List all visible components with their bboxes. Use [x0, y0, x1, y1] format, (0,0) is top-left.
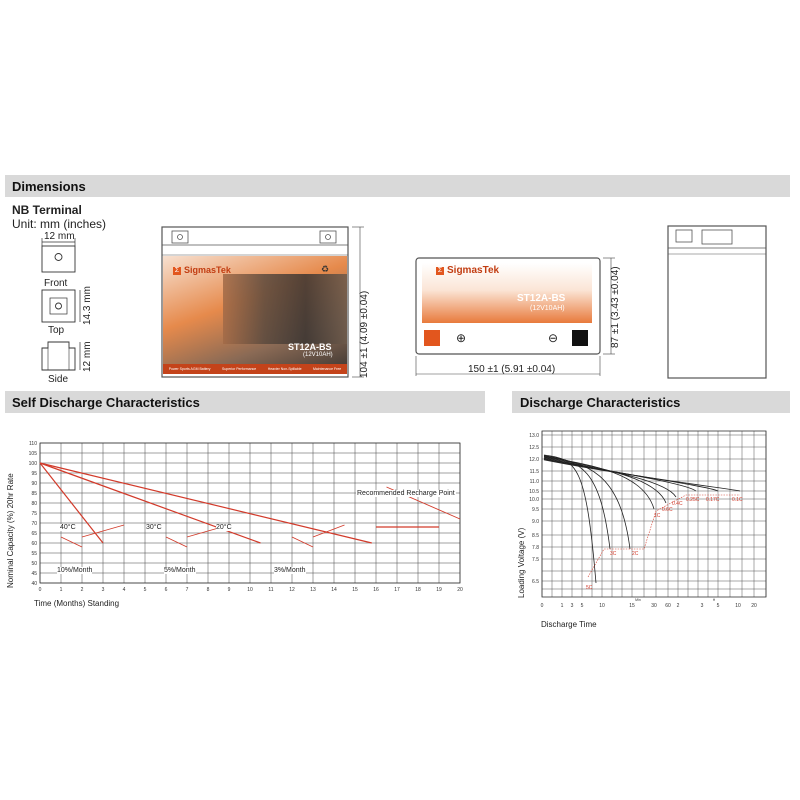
- rate-label-3: 3%/Month: [274, 567, 306, 574]
- x-tick-label: 0: [540, 603, 544, 609]
- rate-label: 0.25C: [686, 497, 700, 503]
- sigma-logo-icon: Σ: [174, 267, 180, 274]
- y-tick-label: 85: [31, 491, 37, 497]
- y-tick-label: 70: [31, 521, 37, 527]
- battery-brand: SigmasTek: [184, 265, 231, 275]
- y-tick-label: 45: [31, 571, 37, 577]
- x-tick-label: 10: [735, 603, 741, 609]
- battery-footer-strip: [163, 364, 347, 374]
- x-tick-label: 1: [59, 587, 63, 593]
- rate-label-10: 10%/Month: [57, 567, 93, 574]
- y-tick-label: 55: [31, 551, 37, 557]
- rate-label: 1C: [654, 513, 661, 519]
- series-curve: [544, 457, 654, 509]
- recommend-label: Recommended Recharge Point: [357, 490, 455, 497]
- rate-label: 3C: [610, 551, 617, 557]
- dimensions-header-bar: [5, 175, 790, 197]
- self-discharge-chart: [14, 435, 474, 600]
- x-tick-label: 14: [331, 587, 337, 593]
- dimensions-heading: Dimensions: [12, 179, 86, 194]
- y-tick-label: 10.0: [529, 497, 539, 503]
- y-tick-label: 65: [31, 531, 37, 537]
- x-tick-label: 15: [352, 587, 358, 593]
- y-tick-label: 13.0: [529, 433, 539, 439]
- x-tick-label: 30: [651, 603, 657, 609]
- side-height-label: 12 mm: [82, 341, 93, 372]
- x-tick-label: 5: [143, 587, 147, 593]
- self-discharge-heading: Self Discharge Characteristics: [12, 395, 200, 410]
- rate-label: 2C: [632, 551, 639, 557]
- x-unit-label: Min: [635, 598, 641, 602]
- x-tick-label: 18: [415, 587, 421, 593]
- x-tick-label: 17: [394, 587, 400, 593]
- x-tick-label: 20: [457, 587, 463, 593]
- discharge-chart: [526, 425, 776, 621]
- footer-item: Maintenance Free: [313, 367, 342, 371]
- battery-model-top: ST12A-BS: [517, 293, 566, 304]
- unit-label: Unit: mm (inches): [12, 217, 107, 231]
- discharge-chart-xlabel: Discharge Time: [541, 620, 597, 629]
- top-label: Top: [48, 325, 65, 336]
- x-tick-label: 13: [310, 587, 316, 593]
- temp-label-20: 20°C: [216, 524, 232, 531]
- y-tick-label: 11.0: [529, 479, 539, 485]
- footer-item: Superior Performance: [222, 367, 257, 371]
- x-tick-label: 0: [38, 587, 42, 593]
- x-tick-label: 19: [436, 587, 442, 593]
- x-tick-label: 15: [629, 603, 635, 609]
- y-tick-label: 12.0: [529, 457, 539, 463]
- temp-label-30: 30°C: [146, 524, 162, 531]
- y-tick-label: 12.5: [529, 445, 539, 451]
- height-dimension-label: 104 ±1 (4.09 ±0.04): [359, 290, 370, 378]
- self-chart-ylabel: Nominal Capacity (%) 20hr Rate: [6, 473, 15, 588]
- discharge-heading: Discharge Characteristics: [520, 395, 681, 410]
- recycle-icon: ♻: [321, 264, 330, 274]
- battery-spec-top: (12V10AH): [530, 305, 565, 312]
- y-tick-label: 110: [29, 441, 37, 447]
- x-tick-label: 3: [700, 603, 704, 609]
- x-tick-label: 11: [268, 587, 274, 593]
- depth-dimension-label: 87 ±1 (3.43 ±0.04): [610, 266, 621, 348]
- x-tick-label: 4: [122, 587, 126, 593]
- y-tick-label: 7.8: [532, 545, 539, 551]
- side-label: Side: [48, 374, 69, 385]
- battery-front-label: [163, 256, 347, 374]
- x-unit-label: H: [712, 598, 716, 602]
- width-dimension-label: 150 ±1 (5.91 ±0.04): [468, 364, 556, 375]
- battery-brand-top: SigmasTek: [447, 265, 500, 276]
- footer-item: Power Sports AGM Battery: [168, 367, 211, 371]
- terminal-title: NB Terminal: [12, 203, 82, 217]
- top-height-label: 14.3 mm: [82, 286, 93, 325]
- x-tick-label: 10: [599, 603, 605, 609]
- rate-label: 0.17C: [706, 497, 720, 503]
- y-tick-label: 10.5: [529, 489, 539, 495]
- y-tick-label: 90: [31, 481, 37, 487]
- battery-side-outline: [666, 224, 768, 380]
- y-tick-label: 95: [31, 471, 37, 477]
- pointer-line: [292, 537, 313, 547]
- y-tick-label: 100: [28, 461, 37, 467]
- x-tick-label: 5: [716, 603, 720, 609]
- terminal-width-label: 12 mm: [44, 231, 75, 242]
- x-tick-label: 3: [101, 587, 105, 593]
- battery-photo-band: [223, 274, 347, 344]
- pointer-line: [61, 537, 82, 547]
- footer-item: Heavier Non-Spillable: [267, 367, 302, 371]
- x-tick-label: 16: [373, 587, 379, 593]
- pointer-line: [166, 537, 187, 547]
- negative-terminal: [572, 330, 588, 346]
- y-tick-label: 40: [31, 581, 37, 587]
- x-tick-label: 1: [560, 603, 564, 609]
- x-tick-label: 9: [227, 587, 231, 593]
- x-tick-label: 6: [164, 587, 168, 593]
- x-tick-label: 10: [247, 587, 253, 593]
- x-tick-label: 20: [751, 603, 757, 609]
- y-tick-label: 8.5: [532, 533, 539, 539]
- x-tick-label: 8: [206, 587, 210, 593]
- x-tick-label: 12: [289, 587, 295, 593]
- rate-label: 0.4C: [672, 501, 683, 507]
- y-tick-label: 9.0: [532, 519, 539, 525]
- battery-spec: (12V10AH): [303, 352, 333, 358]
- y-tick-label: 75: [31, 511, 37, 517]
- self-chart-xlabel: Time (Months) Standing: [34, 599, 120, 608]
- discharge-chart-ylabel: Loading Voltage (V): [517, 527, 526, 598]
- x-tick-label: 5: [580, 603, 584, 609]
- rate-label: 0.6C: [662, 507, 673, 513]
- x-tick-label: 2: [676, 603, 680, 609]
- front-label: Front: [44, 278, 68, 289]
- positive-symbol-icon: ⊕: [456, 331, 467, 345]
- rate-label-5: 5%/Month: [164, 567, 196, 574]
- x-tick-label: 7: [185, 587, 189, 593]
- y-tick-label: 11.5: [529, 469, 539, 475]
- terminal-diagram: [20, 230, 130, 385]
- battery-model: ST12A-BS: [288, 342, 332, 352]
- battery-top-label: [422, 263, 592, 323]
- y-tick-label: 80: [31, 501, 37, 507]
- rate-label: 0.1C: [732, 497, 743, 503]
- x-tick-label: 2: [80, 587, 84, 593]
- y-tick-label: 9.5: [532, 507, 539, 513]
- y-tick-label: 6.5: [532, 579, 539, 585]
- y-tick-label: 105: [28, 451, 37, 457]
- y-tick-label: 60: [31, 541, 37, 547]
- rate-label: 5C: [586, 585, 593, 591]
- y-tick-label: 7.5: [532, 557, 539, 563]
- negative-symbol-icon: ⊖: [548, 331, 559, 345]
- temp-label-40: 40°C: [60, 524, 76, 531]
- sigma-logo-icon: Σ: [437, 267, 443, 274]
- x-tick-label: 3: [570, 603, 574, 609]
- positive-terminal: [424, 330, 440, 346]
- y-tick-label: 50: [31, 561, 37, 567]
- x-tick-label: 60: [665, 603, 671, 609]
